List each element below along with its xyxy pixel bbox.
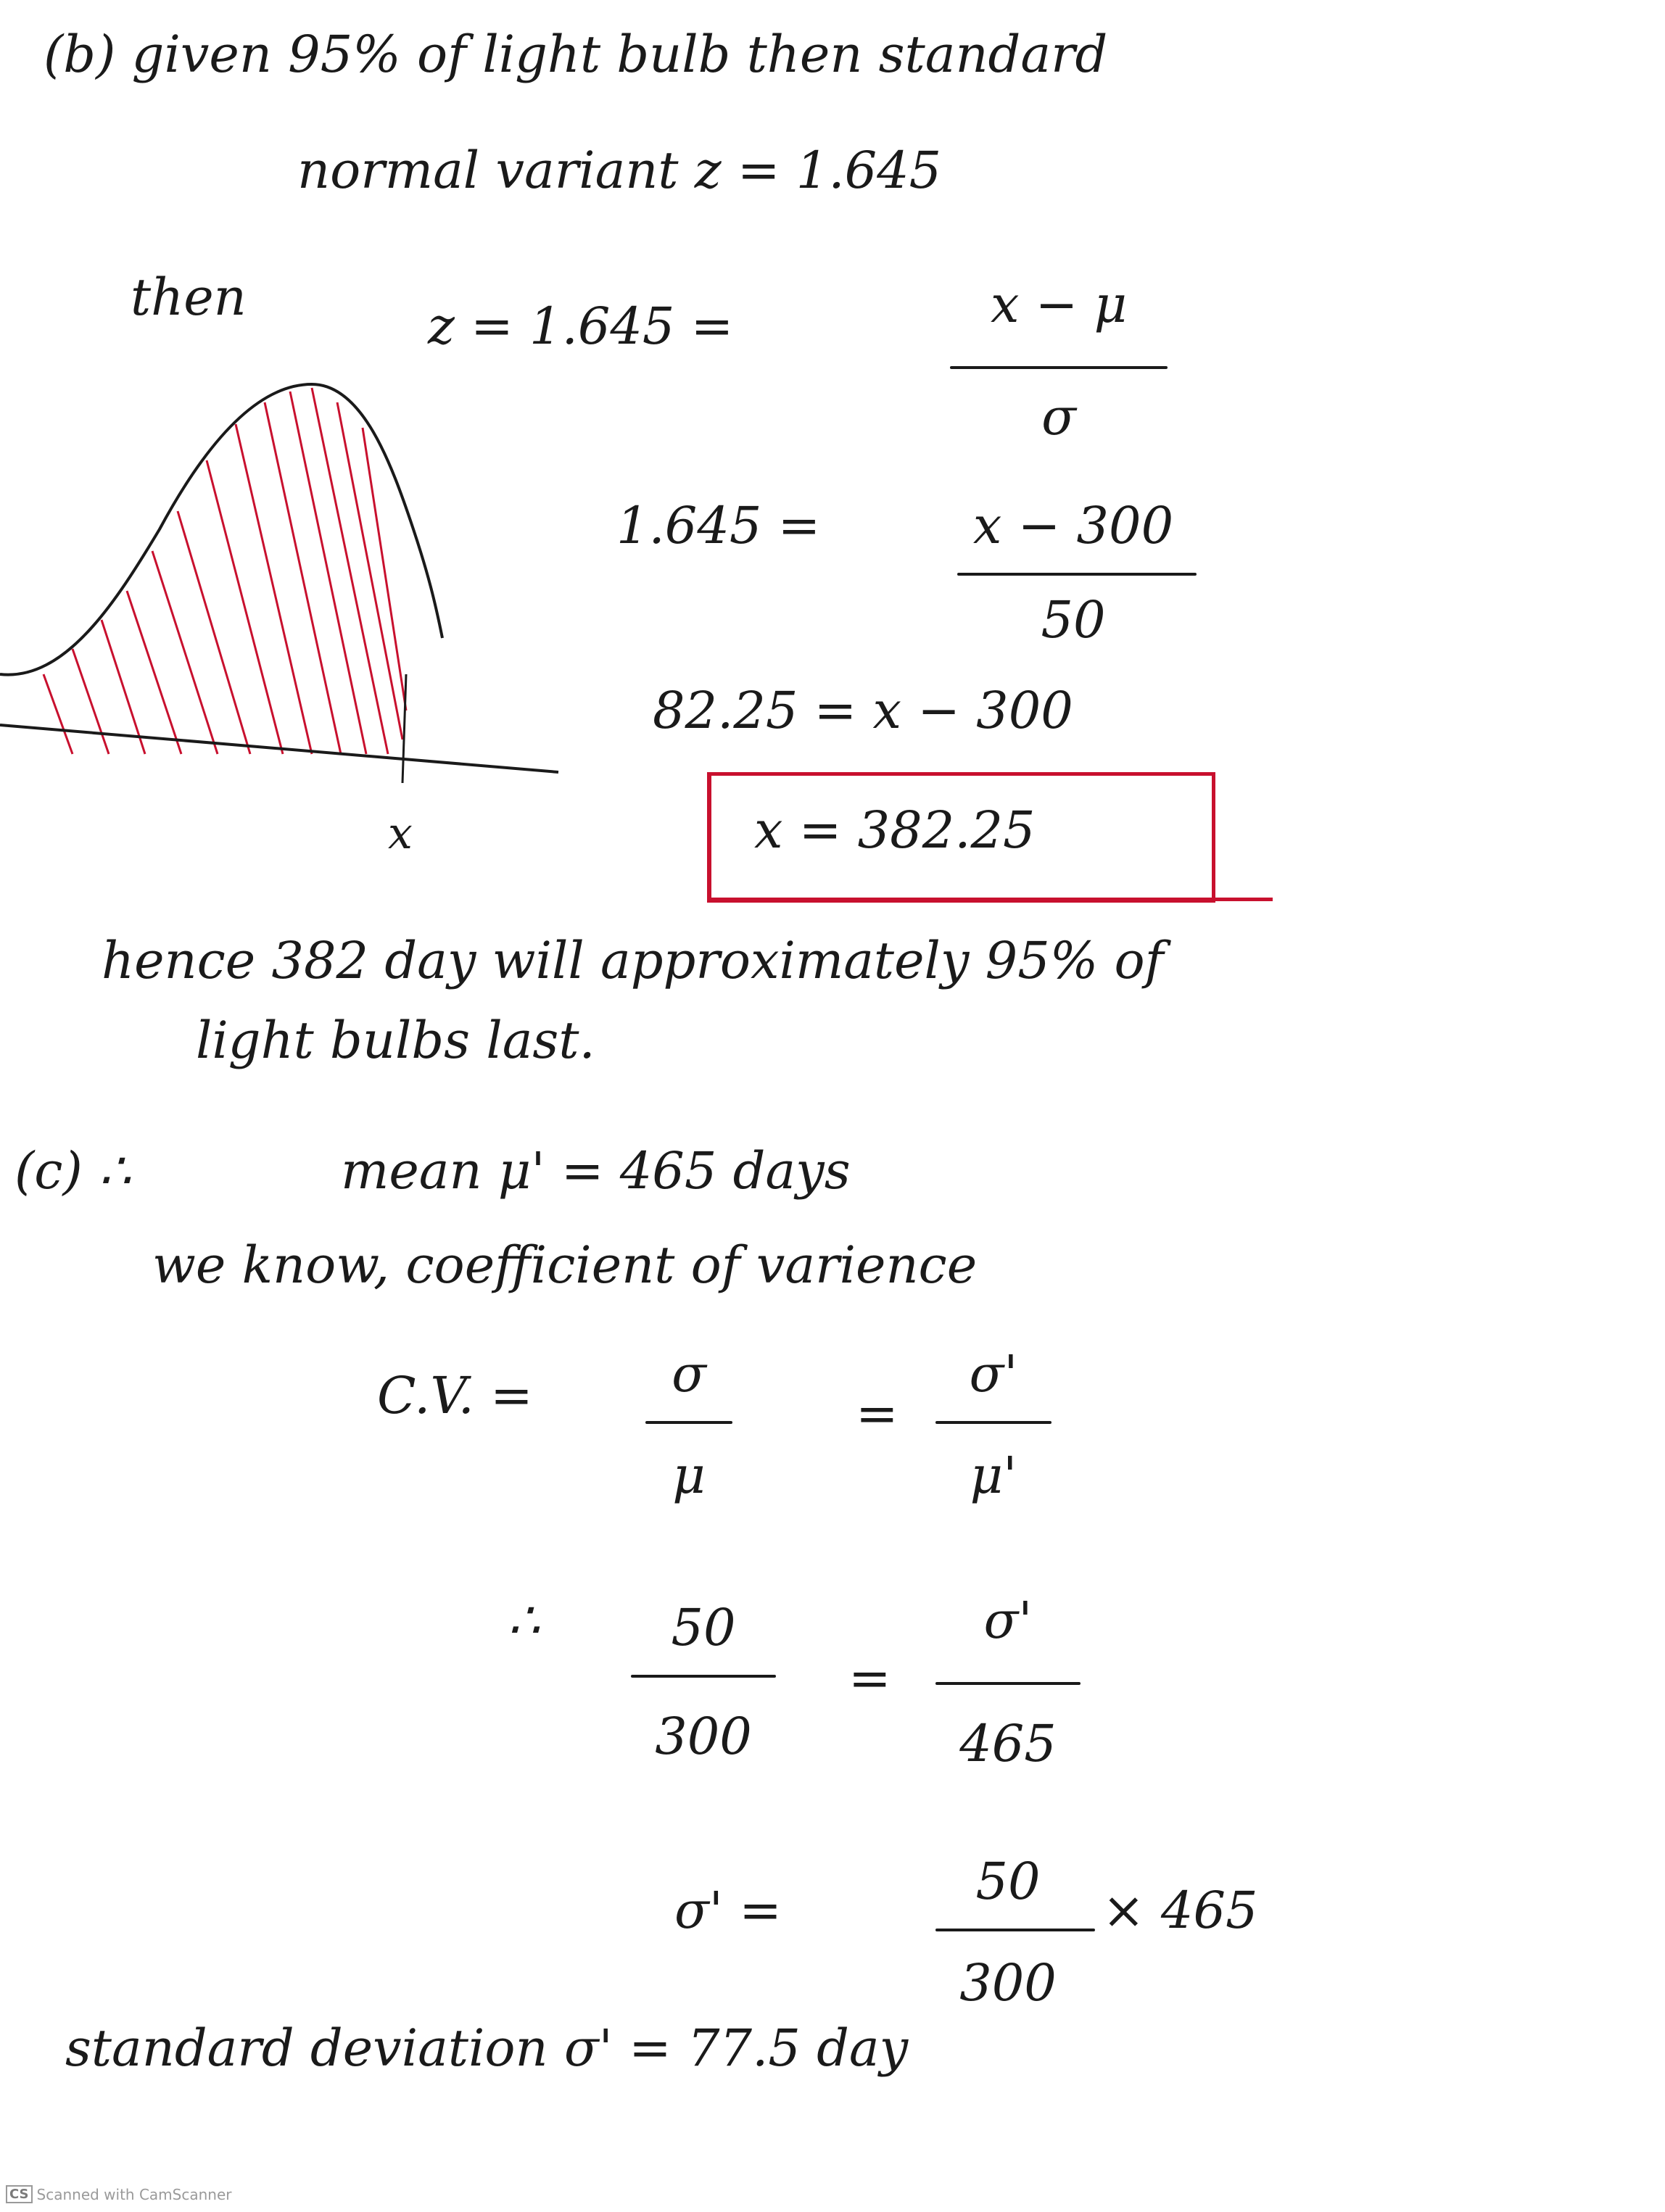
cv-fraction-bar-2 bbox=[935, 1421, 1052, 1424]
result-value: x = 382.25 bbox=[754, 800, 1036, 860]
hence-line-2: light bulbs last. bbox=[196, 1011, 595, 1070]
eq2-numerator: x − 300 bbox=[972, 496, 1174, 555]
eq1-lhs: z = 1.645 = bbox=[428, 297, 734, 356]
shaded-region bbox=[44, 388, 406, 754]
cv-denominator-2: μ' bbox=[970, 1446, 1017, 1505]
sigma-solve-numerator: 50 bbox=[975, 1852, 1041, 1911]
eq1-fraction-bar bbox=[950, 366, 1168, 369]
cv-numerator-1: σ bbox=[672, 1344, 706, 1404]
result-underline bbox=[707, 898, 1273, 901]
eq1-denominator: σ bbox=[1041, 387, 1076, 447]
eq2-fraction-bar bbox=[957, 573, 1197, 576]
cv-lhs: C.V. = bbox=[377, 1366, 533, 1425]
ratio-equals: = bbox=[848, 1649, 891, 1708]
sigma-prime-lhs: σ' = bbox=[674, 1881, 782, 1940]
curve-line bbox=[0, 384, 442, 675]
ratio-fraction-bar-1 bbox=[631, 1675, 776, 1678]
therefore-symbol: ∴ bbox=[508, 1591, 540, 1650]
final-answer: standard deviation σ' = 77.5 day bbox=[65, 2018, 909, 2078]
watermark-text: Scanned with CamScanner bbox=[36, 2185, 232, 2203]
sigma-solve-denominator: 300 bbox=[959, 1953, 1057, 2013]
hence-line-1: hence 382 day will approximately 95% of bbox=[102, 931, 1164, 990]
eq2-lhs: 1.645 = bbox=[616, 496, 821, 555]
sigma-solve-multiplier: × 465 bbox=[1102, 1881, 1258, 1940]
part-c-label: (c) ∴ bbox=[15, 1141, 131, 1201]
cv-equals: = bbox=[856, 1384, 898, 1443]
ratio-numerator-2: σ' bbox=[983, 1591, 1033, 1650]
scanner-watermark bbox=[6, 2185, 232, 2203]
normal-curve-sketch bbox=[0, 363, 595, 827]
eq1-numerator: x − μ bbox=[990, 275, 1128, 334]
ratio-denominator-1: 300 bbox=[655, 1707, 752, 1766]
mean-line: mean μ' = 465 days bbox=[341, 1141, 851, 1201]
axis-x-label: x bbox=[388, 808, 413, 859]
x-axis-line bbox=[0, 725, 558, 772]
ratio-numerator-1: 50 bbox=[671, 1598, 736, 1657]
then-label: then bbox=[131, 268, 247, 327]
eq2-denominator: 50 bbox=[1041, 590, 1106, 650]
eq3: 82.25 = x − 300 bbox=[653, 681, 1073, 740]
part-b-heading: (b) given 95% of light bulb then standard bbox=[44, 25, 1108, 84]
we-know-line: we know, coefficient of varience bbox=[152, 1235, 978, 1295]
cv-fraction-bar-1 bbox=[645, 1421, 732, 1424]
camscanner-logo: CS bbox=[6, 2185, 33, 2203]
sigma-solve-fraction-bar bbox=[935, 1929, 1095, 1931]
ratio-fraction-bar-2 bbox=[935, 1682, 1081, 1685]
ratio-denominator-2: 465 bbox=[959, 1714, 1057, 1773]
normal-variant-line: normal variant z = 1.645 bbox=[297, 141, 942, 200]
cv-denominator-1: μ bbox=[672, 1446, 706, 1505]
cv-numerator-2: σ' bbox=[969, 1344, 1018, 1404]
